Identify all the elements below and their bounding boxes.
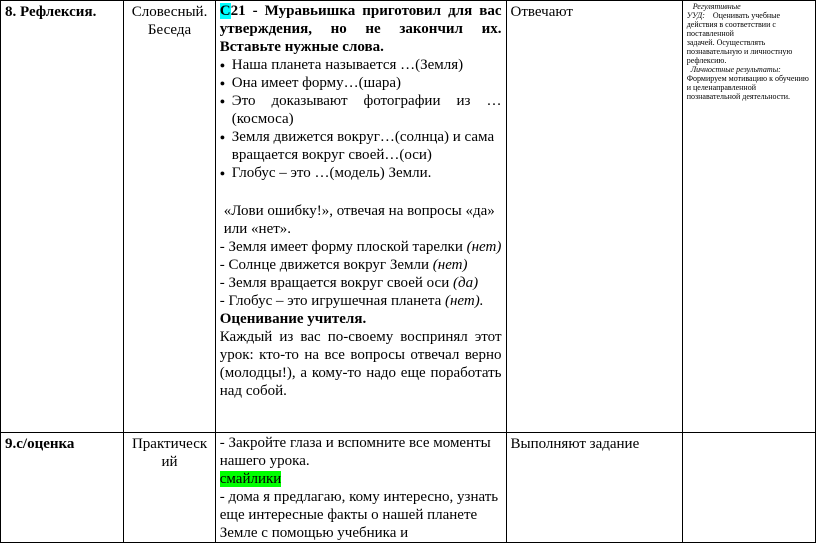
list-item: ● Глобус – это …(модель) Земли. [220,164,502,182]
statement-answer: (нет) [432,257,468,273]
method-text: Словесный. Беседа [131,4,208,38]
uud-label: УУД: [686,11,705,20]
student-activity-cell [506,1,682,433]
instruction-line: - Закройте глаза и вспомните все моменты нашего урока. [219,435,491,469]
uud-text: Оценивать учебные действия в соответствии с поставленной [686,11,781,38]
personal-text: Формируем мотивацию к обучению и целенаправленной познавательной деятельности. [686,74,809,101]
intro-paragraph [220,2,502,56]
stage-cell [1,433,124,543]
statement-answer: (да) [452,275,479,291]
statement-text: - Глобус – это игрушечная планета [219,293,445,309]
table-row [1,1,816,433]
uud-paragraph [687,11,811,38]
regulative-title: Регулятивные [692,2,741,11]
method-cell [124,433,215,543]
highlight-line [220,470,502,488]
statement-row [220,256,502,274]
table-row [1,433,816,543]
list-item: ● Это доказывают фотографии из …(космоса) [220,92,502,128]
student-activity-text: Выполняют задание [510,436,640,452]
game-intro: «Лови ошибку!», отвечая на вопросы «да» или «нет». [223,203,495,237]
list-item: ● Наша планета называется …(Земля) [220,56,502,74]
statement-answer: (нет) [466,239,502,255]
smileys-label: смайлики [219,471,282,487]
stage-cell [1,1,124,433]
statement-list [220,56,502,182]
homework-line: - дома я предлагаю, кому интересно, узнать еще интересные факты о нашей планете Земле с помощью учебника и [219,489,499,541]
uud-text-continued: задачей. Осуществлять познавательную и личностную рефлексию. [686,38,793,65]
stage-title: 8. Рефлексия. [5,4,97,20]
list-item: ● Земля движется вокруг…(солнца) и сама вращается вокруг своей…(оси) [220,128,502,164]
student-activity-cell [506,433,682,543]
statement-answer: (нет). [444,293,484,309]
intro-text: 21 - Муравьишка приготовил для вас утверждения, но не закончил их. Вставьте нужные слова. [219,3,502,55]
statement-row [220,292,502,310]
teacher-activity-cell [215,1,506,433]
student-activity-text: Отвечают [510,4,573,20]
personal-title: Личностные результаты: [690,65,781,74]
assessment-title: Оценивание учителя. [219,311,367,327]
statement-text: - Солнце движется вокруг Земли [219,257,433,273]
teacher-activity-cell [215,433,506,543]
method-text: Практический [131,436,208,470]
statement-row [220,238,502,256]
list-item: ● Она имеет форму…(шара) [220,74,502,92]
slide-label: С [219,3,231,19]
results-cell [682,433,815,543]
results-cell [682,1,815,433]
stage-title: 9.с/оценка [5,436,75,452]
statement-text: - Земля вращается вокруг своей оси [219,275,453,291]
assessment-text: Каждый из вас по-своему воспринял этот урок: кто-то на все вопросы отвечал верно (молодцы!), а кому-то надо еще поработать над собой. [219,329,502,399]
method-cell [124,1,215,433]
statement-text: - Земля имеет форму плоской тарелки [219,239,467,255]
statement-row [220,274,502,292]
